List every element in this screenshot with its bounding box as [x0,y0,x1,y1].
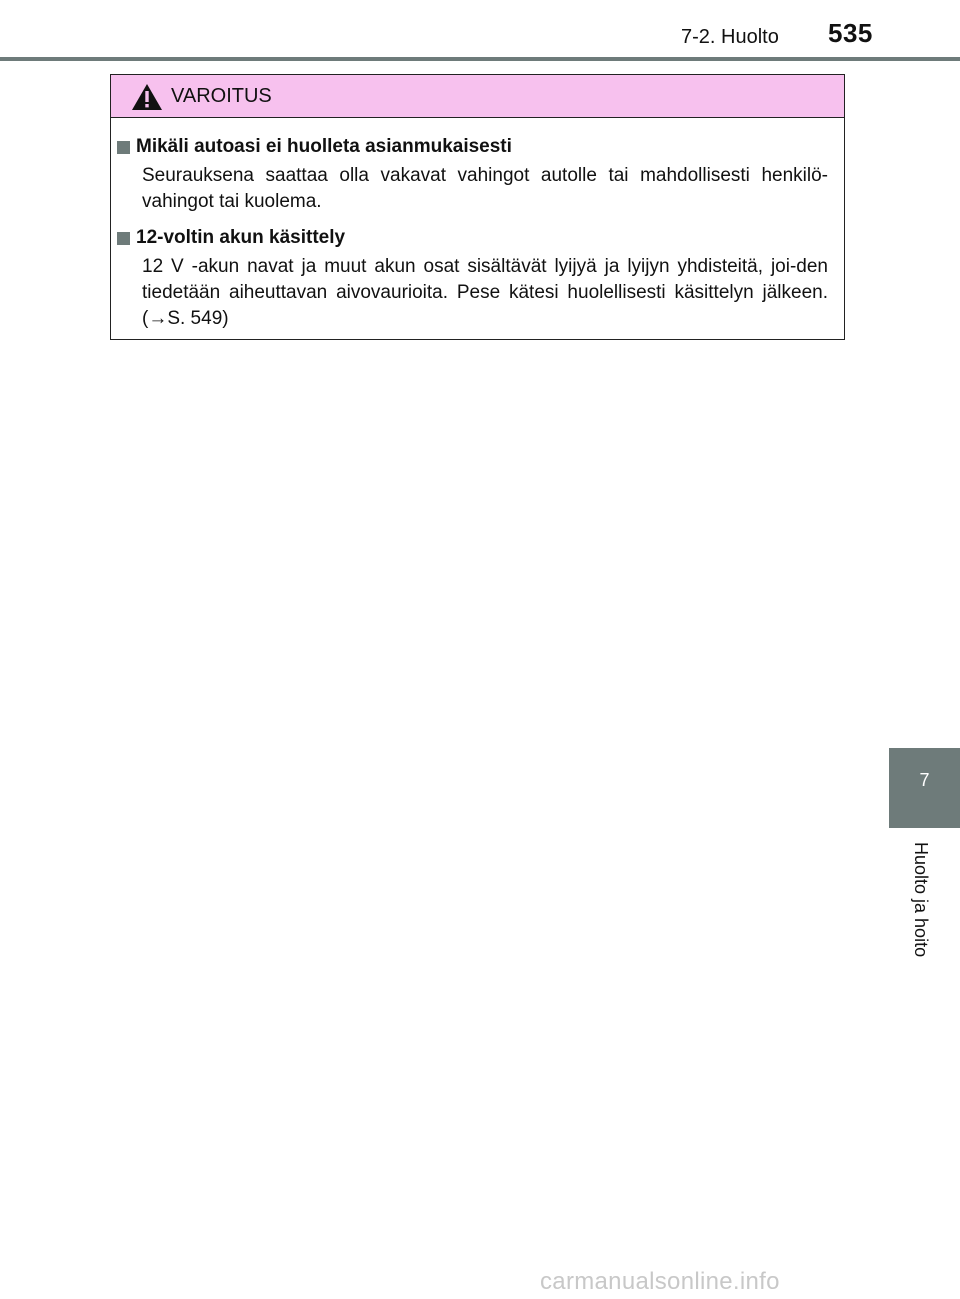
chapter-number: 7 [919,770,930,790]
page-number: 535 [828,18,873,48]
warning-item-heading [117,225,828,251]
square-bullet-icon [117,232,130,245]
warning-item [117,134,828,215]
warning-item-heading [117,134,828,160]
warning-body [111,118,844,332]
warning-item-heading-text: Mikäli autoasi ei huolleta asianmukaisesti [136,136,512,157]
warning-box [110,74,845,340]
header-rule [0,57,960,61]
warning-triangle-icon [131,83,163,111]
warning-item-text: 12 V -akun navat ja muut akun osat sisältävät lyijyä ja lyijyn yhdisteitä, joi-den tiedetään aiheuttavan aivovaurioita. Pese kätesi huolellisesti käsittelyn jälkeen. (→S. 549) [142,256,828,329]
warning-item-heading-text: 12-voltin akun käsittely [136,227,346,248]
section-title: 7-2. Huolto [681,26,779,48]
chapter-title: Huolto ja hoito [911,842,931,958]
watermark: carmanualsonline.info [540,1268,780,1295]
square-bullet-icon [117,141,130,154]
warning-item-text: Seurauksena saattaa olla vakavat vahingot autolle tai mahdollisesti henkilö-vahingot tai kuolema. [142,165,828,212]
warning-title: VAROITUS [171,85,272,107]
warning-item [117,225,828,332]
chapter-tab[interactable] [889,748,960,828]
warning-header [111,75,844,118]
